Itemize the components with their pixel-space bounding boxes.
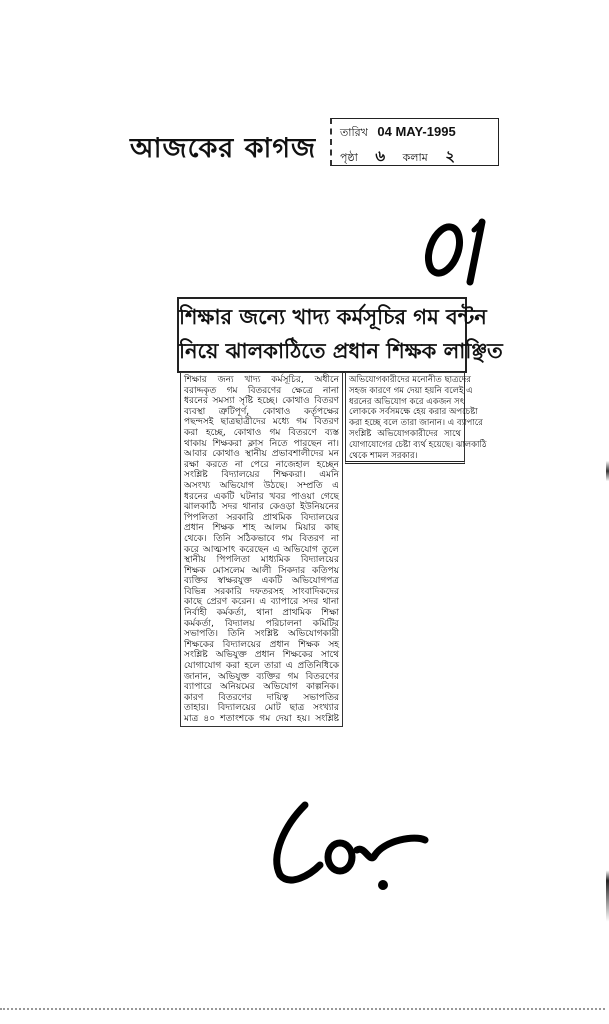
article-text-line: শিক্ষকের বিদ্যালয়ের প্রধান শিক্ষক সহ (184, 639, 339, 650)
article-text-line: স্থানীয় পিপলিতা মাধ্যমিক বিদ্যালয়ের (184, 555, 339, 566)
article-text-line: ধরনের একটি ঘটনার খবর পাওয়া গেছে (184, 491, 339, 502)
handwritten-signature (265, 795, 435, 895)
article-column-2 (345, 372, 487, 464)
article-text-line: ধরনের অভিযোগ করে একজন সৎ (349, 396, 465, 407)
stamp-date-label: তারিখ (340, 126, 368, 139)
stamp-column-value: ২ (445, 147, 456, 165)
article-text-line: থাকায় শিক্ষকরা ক্লাস নিতে পারছেন না। (184, 438, 339, 449)
headline-line: নিয়ে ঝালকাঠিতে প্রধান শিক্ষক লাঞ্ছিত (179, 339, 503, 363)
article-text-line: আবার কোথাও স্থানীয় প্রভাবশালীদের মন (184, 449, 339, 460)
newspaper-masthead: আজকের কাগজ (130, 133, 317, 164)
article-text-line: জানান, অভিযুক্ত ব্যক্তির গম বিতরণের (184, 671, 339, 682)
article-text-line: করা হচ্ছে, কোথাও গম বিতরণে ব্যস্ত (184, 427, 339, 438)
article-text-line: পছন্দসই ছাত্রছাত্রীদের মধ্যে গম বিতরণ (184, 417, 339, 428)
article-text-line: বিভিন্ন সরকারি দফতরসহ সাংবাদিকদের (184, 586, 339, 597)
article-text-line: নির্বাহী কর্মকর্তা, থানা প্রাথমিক শিক্ষা (184, 608, 339, 619)
article-text-line: ঝালকাঠি সদর থানার কেওড়া ইউনিয়নের (184, 502, 339, 513)
article-text-line: করে আত্মসাৎ করেছেন এ অভিযোগ তুলে (184, 544, 339, 555)
article-text-line: যোগাযোগের চেষ্টা ব্যর্থ হয়েছে। ঝালকাঠি (349, 439, 487, 450)
article-text-line: পিপলিতা সরকারি প্রাথমিক বিদ্যালয়ের (184, 512, 339, 523)
article-text-line: বরাদ্দকৃত গম বিতরণের ক্ষেত্রে নানা (184, 385, 339, 396)
article-text-line: শিক্ষক মোসলেম আলী সিকদার কতিপয় (184, 565, 339, 576)
article-text-line: যোগাযোগ করা হলে তারা এ প্রতিনিধিকে (184, 661, 339, 672)
stamp-page-label: পৃষ্ঠা (340, 151, 358, 164)
article-text-line: ব্যক্তির স্বাক্ষরযুক্ত একটি অভিযোগপত্র (184, 576, 339, 587)
headline-line: শিক্ষার জন্যে খাদ্য কর্মসূচির গম বন্টন (179, 305, 487, 329)
article-text-line: সংশ্লিষ্ট বিদ্যালয়ের শিক্ষকরা। এমনি (184, 470, 339, 481)
archive-stamp (330, 118, 499, 166)
article-text-line: তাহার। বিদ্যালয়ের মোট ছাত্র সংখ্যার (184, 703, 339, 714)
stamp-page-row (340, 145, 469, 170)
stamp-date-row (340, 124, 456, 143)
article-text-line: শিক্ষার জন্য খাদ্য কর্মসূচির, অধীনে (184, 375, 339, 385)
article-text-line: সহজ কারণে গম দেয়া হয়নি বলেই এ (349, 385, 473, 396)
stamp-date-value: 04 MAY-1995 (377, 124, 456, 139)
article-text-line: সংশ্লিষ্ট অভিযুক্ত প্রধান শিক্ষকের সাথে (184, 650, 339, 661)
article-text-line: থেকে। তিনি সঠিকভাবে গম বিতরণ না (184, 533, 339, 544)
article-text-line: কাছে প্রেরণ করেন। এ ব্যাপারে সদর থানা (184, 597, 339, 608)
article-text-line: ব্যবস্থা ত্রুটিপূর্ণ, কোথাও কর্তৃপক্ষের (184, 406, 339, 417)
article-text-line: লোককে সর্বসমক্ষে হেয় করার অপচেষ্টা (349, 407, 478, 418)
article-text-line: কারণ বিতরণের দায়িত্ব সভাপতির (184, 692, 339, 703)
newspaper-clipping (177, 297, 503, 729)
stamp-page-value: ৬ (375, 147, 386, 165)
article-text-line: মাত্র ৪০ শতাংশকে গম দেয়া হয়। সংশ্লিষ্ট (184, 714, 339, 724)
article-text-line: অভিযোগকারীদের মনোনীত ছাত্রদের (349, 375, 471, 385)
article-text-line: অসংখ্য অভিযোগ উঠছে। সম্প্রতি এ (184, 480, 339, 491)
stamp-column-label: কলাম (402, 151, 428, 164)
article-text-line: সভাপতি। তিনি সংশ্লিষ্ট অভিযোগকারী (184, 629, 339, 640)
article-text-line: থেকে শামল সরকার। (349, 450, 418, 461)
article-text-line: কর্মকর্তা, বিদ্যালয় পরিচালনা কমিটির (184, 618, 339, 629)
article-text-line: সংশ্লিষ্ট অভিযোগকারীদের সাথে (349, 428, 461, 439)
article-column-1 (180, 372, 343, 727)
article-text-line: ব্যাপারে অনিয়মের অভিযোগ কাল্পনিক। (184, 682, 339, 693)
article-text-line: করা হচ্ছে বলে তারা জানান। এ ব্যাপারে (349, 418, 483, 429)
article-text-line: ধরনের সমস্যা সৃষ্টি হচ্ছে। কোথাও বিতরণ (184, 396, 339, 407)
article-text-line: প্রধান শিক্ষক শাহ আলম মিয়ার কাছ (184, 523, 339, 534)
article-text-line: রক্ষা করতে না পেরে নাজেহাল হচ্ছেন (184, 459, 339, 470)
handwritten-number-01 (420, 210, 500, 290)
article-headline (177, 297, 503, 373)
scan-edge-artifact (0, 1008, 609, 1018)
